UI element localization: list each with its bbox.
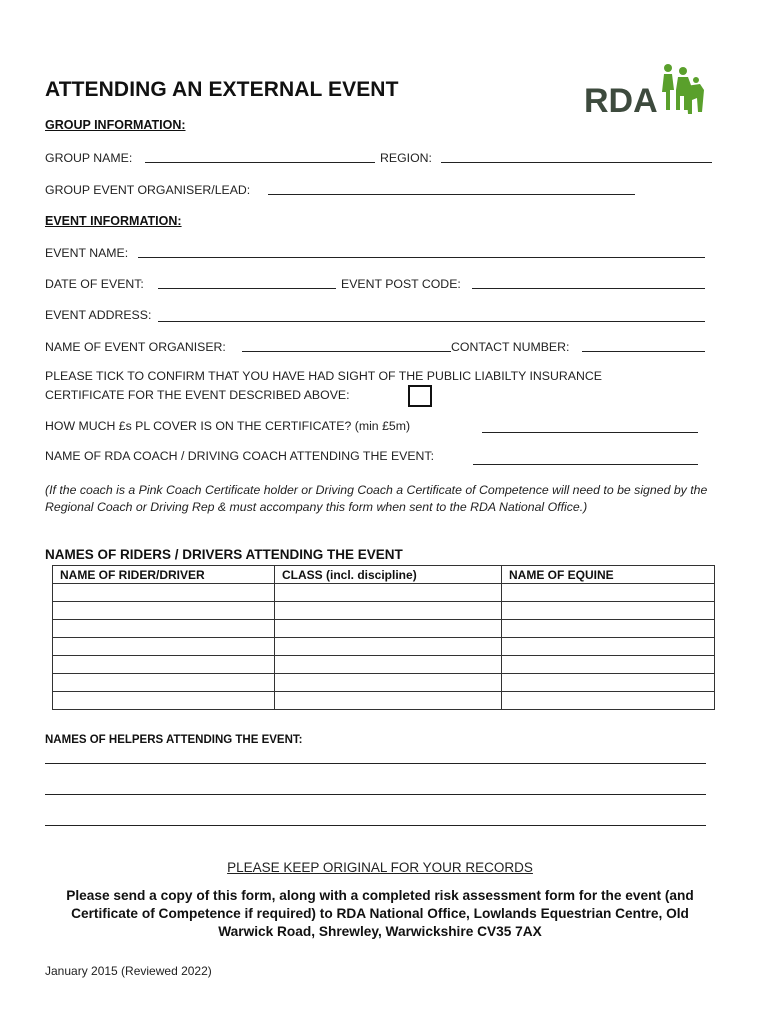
table-cell[interactable]: [275, 656, 502, 674]
table-row: [53, 638, 715, 656]
helpers-heading: NAMES OF HELPERS ATTENDING THE EVENT:: [45, 734, 303, 746]
table-row: [53, 602, 715, 620]
page-title: ATTENDING AN EXTERNAL EVENT: [45, 78, 399, 101]
helpers-line[interactable]: [45, 794, 706, 795]
table-cell[interactable]: [53, 692, 275, 710]
send-instructions: Please send a copy of this form, along with a completed risk assessment form for the event (and Certificate of Competence if required) to RDA National Office, Lowlands Equestrian Centre, Old Warwick Road, Shrewley, Warwickshire CV35 7AX: [66, 888, 694, 939]
group-name-field[interactable]: [145, 162, 375, 163]
helpers-line[interactable]: [45, 825, 706, 826]
helpers-line[interactable]: [45, 763, 706, 764]
rda-logo: [582, 60, 712, 122]
pl-cover-label: HOW MUCH £s PL COVER IS ON THE CERTIFICATE? (min £5m): [45, 419, 411, 433]
table-row: [53, 674, 715, 692]
event-name-field[interactable]: [138, 257, 705, 258]
contact-number-label: CONTACT NUMBER:: [451, 340, 570, 354]
table-cell[interactable]: [502, 656, 715, 674]
event-address-field[interactable]: [158, 321, 705, 322]
group-organiser-field[interactable]: [268, 194, 635, 195]
event-postcode-label: EVENT POST CODE:: [341, 277, 461, 291]
event-postcode-field[interactable]: [472, 288, 705, 289]
event-name-label: EVENT NAME:: [45, 246, 129, 260]
coach-field[interactable]: [473, 464, 698, 465]
event-address-label: EVENT ADDRESS:: [45, 308, 152, 322]
region-field[interactable]: [441, 162, 712, 163]
table-row: [53, 692, 715, 710]
event-date-label: DATE OF EVENT:: [45, 277, 144, 291]
svg-text:RDA: RDA: [584, 82, 658, 120]
table-cell[interactable]: [53, 620, 275, 638]
group-organiser-label: GROUP EVENT ORGANISER/LEAD:: [45, 183, 251, 197]
column-header: NAME OF RIDER/DRIVER: [53, 566, 275, 584]
coach-label: NAME OF RDA COACH / DRIVING COACH ATTENDING THE EVENT:: [45, 449, 434, 463]
table-cell[interactable]: [53, 638, 275, 656]
table-cell[interactable]: [53, 602, 275, 620]
group-info-heading: GROUP INFORMATION:: [45, 118, 186, 132]
table-cell[interactable]: [275, 638, 502, 656]
coach-note: (If the coach is a Pink Coach Certificate holder or Driving Coach a Certificate of Competence will need to be signed by the Regional Coach or Driving Rep & must accompany this form when sent to the RDA National Office.): [45, 483, 708, 514]
event-organiser-field[interactable]: [242, 351, 451, 352]
table-cell[interactable]: [53, 584, 275, 602]
table-cell[interactable]: [502, 602, 715, 620]
table-cell[interactable]: [275, 692, 502, 710]
table-cell[interactable]: [502, 674, 715, 692]
table-cell[interactable]: [502, 620, 715, 638]
tick-instruction-line2: CERTIFICATE FOR THE EVENT DESCRIBED ABOVE:: [45, 388, 350, 402]
group-name-label: GROUP NAME:: [45, 151, 133, 165]
table-cell[interactable]: [502, 584, 715, 602]
keep-records-note: PLEASE KEEP ORIGINAL FOR YOUR RECORDS: [227, 860, 533, 875]
table-row: [53, 656, 715, 674]
table-cell[interactable]: [502, 692, 715, 710]
riders-heading: NAMES OF RIDERS / DRIVERS ATTENDING THE EVENT: [45, 547, 403, 562]
column-header: NAME OF EQUINE: [502, 566, 715, 584]
table-cell[interactable]: [275, 674, 502, 692]
event-organiser-label: NAME OF EVENT ORGANISER:: [45, 340, 226, 354]
pl-cover-field[interactable]: [482, 432, 698, 433]
column-header: CLASS (incl. discipline): [275, 566, 502, 584]
table-cell[interactable]: [502, 638, 715, 656]
riders-table: [52, 565, 715, 710]
table-cell[interactable]: [53, 656, 275, 674]
table-row: [53, 584, 715, 602]
table-cell[interactable]: [275, 620, 502, 638]
table-cell[interactable]: [275, 584, 502, 602]
table-cell[interactable]: [53, 674, 275, 692]
event-info-heading: EVENT INFORMATION:: [45, 214, 182, 228]
insurance-checkbox[interactable]: [408, 385, 432, 407]
tick-instruction-line1: PLEASE TICK TO CONFIRM THAT YOU HAVE HAD SIGHT OF THE PUBLIC LIABILTY INSURANCE: [45, 369, 602, 383]
riders-header-row: [53, 566, 715, 584]
contact-number-field[interactable]: [582, 351, 705, 352]
region-label: REGION:: [380, 151, 432, 165]
revision-date: January 2015 (Reviewed 2022): [45, 964, 212, 978]
table-row: [53, 620, 715, 638]
event-date-field[interactable]: [158, 288, 336, 289]
table-cell[interactable]: [275, 602, 502, 620]
